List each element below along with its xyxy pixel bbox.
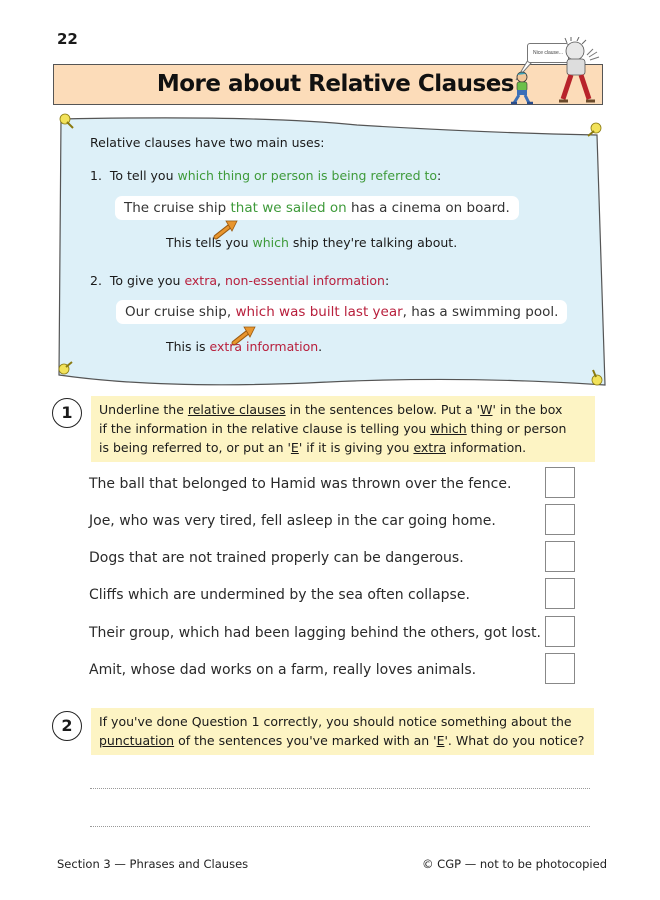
use-highlight: non-essential information bbox=[224, 273, 385, 288]
question-2-instruction bbox=[91, 708, 594, 755]
use-1-heading bbox=[90, 168, 441, 183]
note-highlight: extra information bbox=[209, 339, 319, 354]
answer-box-5[interactable] bbox=[545, 616, 575, 647]
question-2-number: 2 bbox=[52, 711, 82, 741]
speech-bubble: Nice clause... bbox=[527, 43, 569, 63]
knight-cartoon-icon bbox=[553, 37, 603, 105]
use-highlight: extra bbox=[184, 273, 218, 288]
sentence-4: Cliffs which are undermined by the sea often collapse. bbox=[89, 587, 470, 603]
use-text: , bbox=[217, 273, 225, 288]
use-suffix: : bbox=[437, 168, 442, 183]
note-text: ship they're talking about. bbox=[288, 235, 458, 250]
instruction-line: if the information in the relative clause is telling you which thing or person bbox=[99, 421, 567, 436]
answer-box-2[interactable] bbox=[545, 504, 575, 535]
answer-box-6[interactable] bbox=[545, 653, 575, 684]
answer-box-1[interactable] bbox=[545, 467, 575, 498]
question-1-instruction bbox=[91, 396, 595, 462]
info-intro: Relative clauses have two main uses: bbox=[90, 135, 325, 150]
example-sentence-2 bbox=[116, 300, 567, 324]
footer-copyright: © CGP — not to be photocopied bbox=[422, 857, 607, 871]
info-panel bbox=[57, 113, 607, 391]
example-clause: which was built last year bbox=[235, 304, 403, 320]
footer-section: Section 3 — Phrases and Clauses bbox=[57, 857, 249, 871]
example-clause: that we sailed on bbox=[230, 200, 347, 216]
use-number: 2. bbox=[90, 273, 102, 288]
page-title: More about Relative Clauses bbox=[156, 71, 514, 97]
thumbtack-icon bbox=[587, 368, 605, 386]
note-text: . bbox=[318, 339, 323, 354]
info-panel-background bbox=[57, 113, 607, 391]
note-text: This is bbox=[166, 339, 210, 354]
use-number: 1. bbox=[90, 168, 102, 183]
example-text: has a cinema on board. bbox=[346, 200, 510, 216]
use-highlight: which thing or person is being referred to bbox=[177, 168, 438, 183]
use-text: To give you bbox=[109, 273, 185, 288]
note-text: This tells you bbox=[166, 235, 253, 250]
example-sentence-1 bbox=[115, 196, 519, 220]
sentence-6: Amit, whose dad works on a farm, really loves animals. bbox=[89, 662, 477, 678]
sentence-3: Dogs that are not trained properly can be dangerous. bbox=[89, 550, 464, 566]
page-number: 22 bbox=[57, 30, 78, 48]
use-2-note bbox=[166, 339, 322, 354]
sentence-1: The ball that belonged to Hamid was thrown over the fence. bbox=[89, 476, 512, 492]
sentence-2: Joe, who was very tired, fell asleep in the car going home. bbox=[89, 513, 496, 529]
use-suffix: : bbox=[384, 273, 390, 288]
example-text: , has a swimming pool. bbox=[402, 304, 559, 320]
boy-cartoon-icon bbox=[506, 70, 534, 106]
sentence-5: Their group, which had been lagging behind the others, got lost. bbox=[89, 625, 541, 641]
answer-box-3[interactable] bbox=[545, 541, 575, 572]
answer-line-2[interactable] bbox=[90, 826, 590, 827]
use-1-note bbox=[166, 235, 457, 250]
use-2-heading bbox=[90, 273, 389, 288]
instruction-line: If you've done Question 1 correctly, you should notice something about the bbox=[99, 714, 572, 729]
note-highlight: which bbox=[252, 235, 289, 250]
question-1-number: 1 bbox=[52, 398, 82, 428]
answer-line-1[interactable] bbox=[90, 788, 590, 789]
instruction-line: is being referred to, or put an 'E' if it is giving you extra information. bbox=[99, 440, 527, 455]
use-text: To tell you bbox=[109, 168, 178, 183]
thumbtack-icon bbox=[57, 358, 75, 376]
example-text: The cruise ship bbox=[124, 200, 231, 216]
thumbtack-icon bbox=[58, 113, 76, 131]
answer-box-4[interactable] bbox=[545, 578, 575, 609]
instruction-line: Underline the relative clauses in the sentences below. Put a 'W' in the box bbox=[99, 402, 563, 417]
instruction-line: punctuation of the sentences you've marked with an 'E'. What do you notice? bbox=[99, 733, 585, 748]
thumbtack-icon bbox=[585, 122, 603, 140]
example-text: Our cruise ship, bbox=[125, 304, 236, 320]
